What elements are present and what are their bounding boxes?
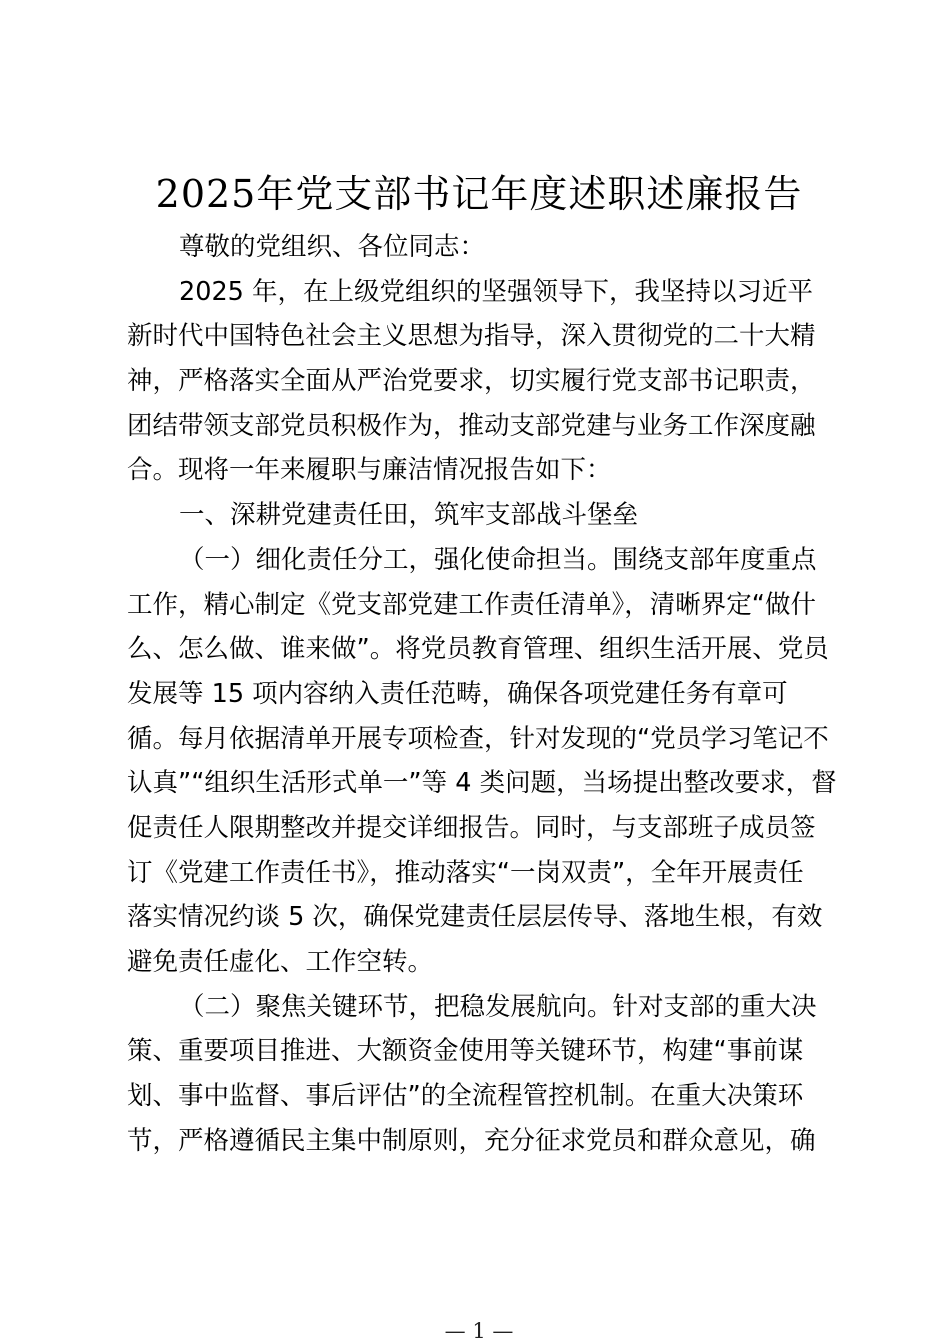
paragraph-line: 划、事中监督、事后评估”的全流程管控机制。在重大决策环 (127, 1081, 804, 1112)
page-number: — 1 — (444, 1319, 514, 1343)
paragraph-line: 合。现将一年来履职与廉洁情况报告如下： (127, 455, 612, 486)
paragraph-line: 工作，精心制定《党支部党建工作责任清单》，清晰界定“做什 (127, 589, 816, 620)
section-heading: 一、深耕党建责任田，筑牢支部战斗堡垒 (179, 500, 639, 531)
paragraph-line: 避免责任虚化、工作空转。 (127, 947, 434, 977)
document-title: 2025年党支部书记年度述职述廉报告 (155, 172, 803, 216)
paragraph-line: 发展等 15 项内容纳入责任范畴，确保各项党建任务有章可 (127, 678, 788, 709)
salutation-line: 尊敬的党组织、各位同志： (179, 232, 486, 262)
paragraph-line: 落实情况约谈 5 次，确保党建责任层层传导、落地生根，有效 (127, 902, 823, 933)
paragraph-line: 么、怎么做、谁来做”。将党员教育管理、组织生活开展、党员 (127, 634, 829, 665)
paragraph-line: 2025 年，在上级党组织的坚强领导下，我坚持以习近平 (179, 276, 814, 307)
paragraph-line: 订《党建工作责任书》，推动落实“一岗双责”，全年开展责任 (127, 857, 804, 888)
document-body (127, 225, 837, 1163)
paragraph-line: 促责任人限期整改并提交详细报告。同时，与支部班子成员签 (127, 812, 816, 843)
paragraph-line: 节，严格遵循民主集中制原则，充分征求党员和群众意见，确 (127, 1125, 816, 1156)
paragraph-line: （二）聚焦关键环节，把稳发展航向。针对支部的重大决 (179, 991, 817, 1022)
paragraph-line: 神，严格落实全面从严治党要求，切实履行党支部书记职责， (127, 366, 816, 397)
paragraph-line: 策、重要项目推进、大额资金使用等关键环节，构建“事前谋 (127, 1036, 804, 1067)
paragraph-line: 团结带领支部党员积极作为，推动支部党建与业务工作深度融 (127, 410, 816, 441)
paragraph-line: 认真”“组织生活形式单一”等 4 类问题，当场提出整改要求，督 (127, 768, 837, 799)
paragraph-line: 新时代中国特色社会主义思想为指导，深入贯彻党的二十大精 (127, 321, 816, 352)
paragraph-line: 循。每月依据清单开展专项检查，针对发现的“党员学习笔记不 (127, 723, 829, 754)
paragraph-line: （一）细化责任分工，强化使命担当。围绕支部年度重点 (179, 544, 817, 575)
